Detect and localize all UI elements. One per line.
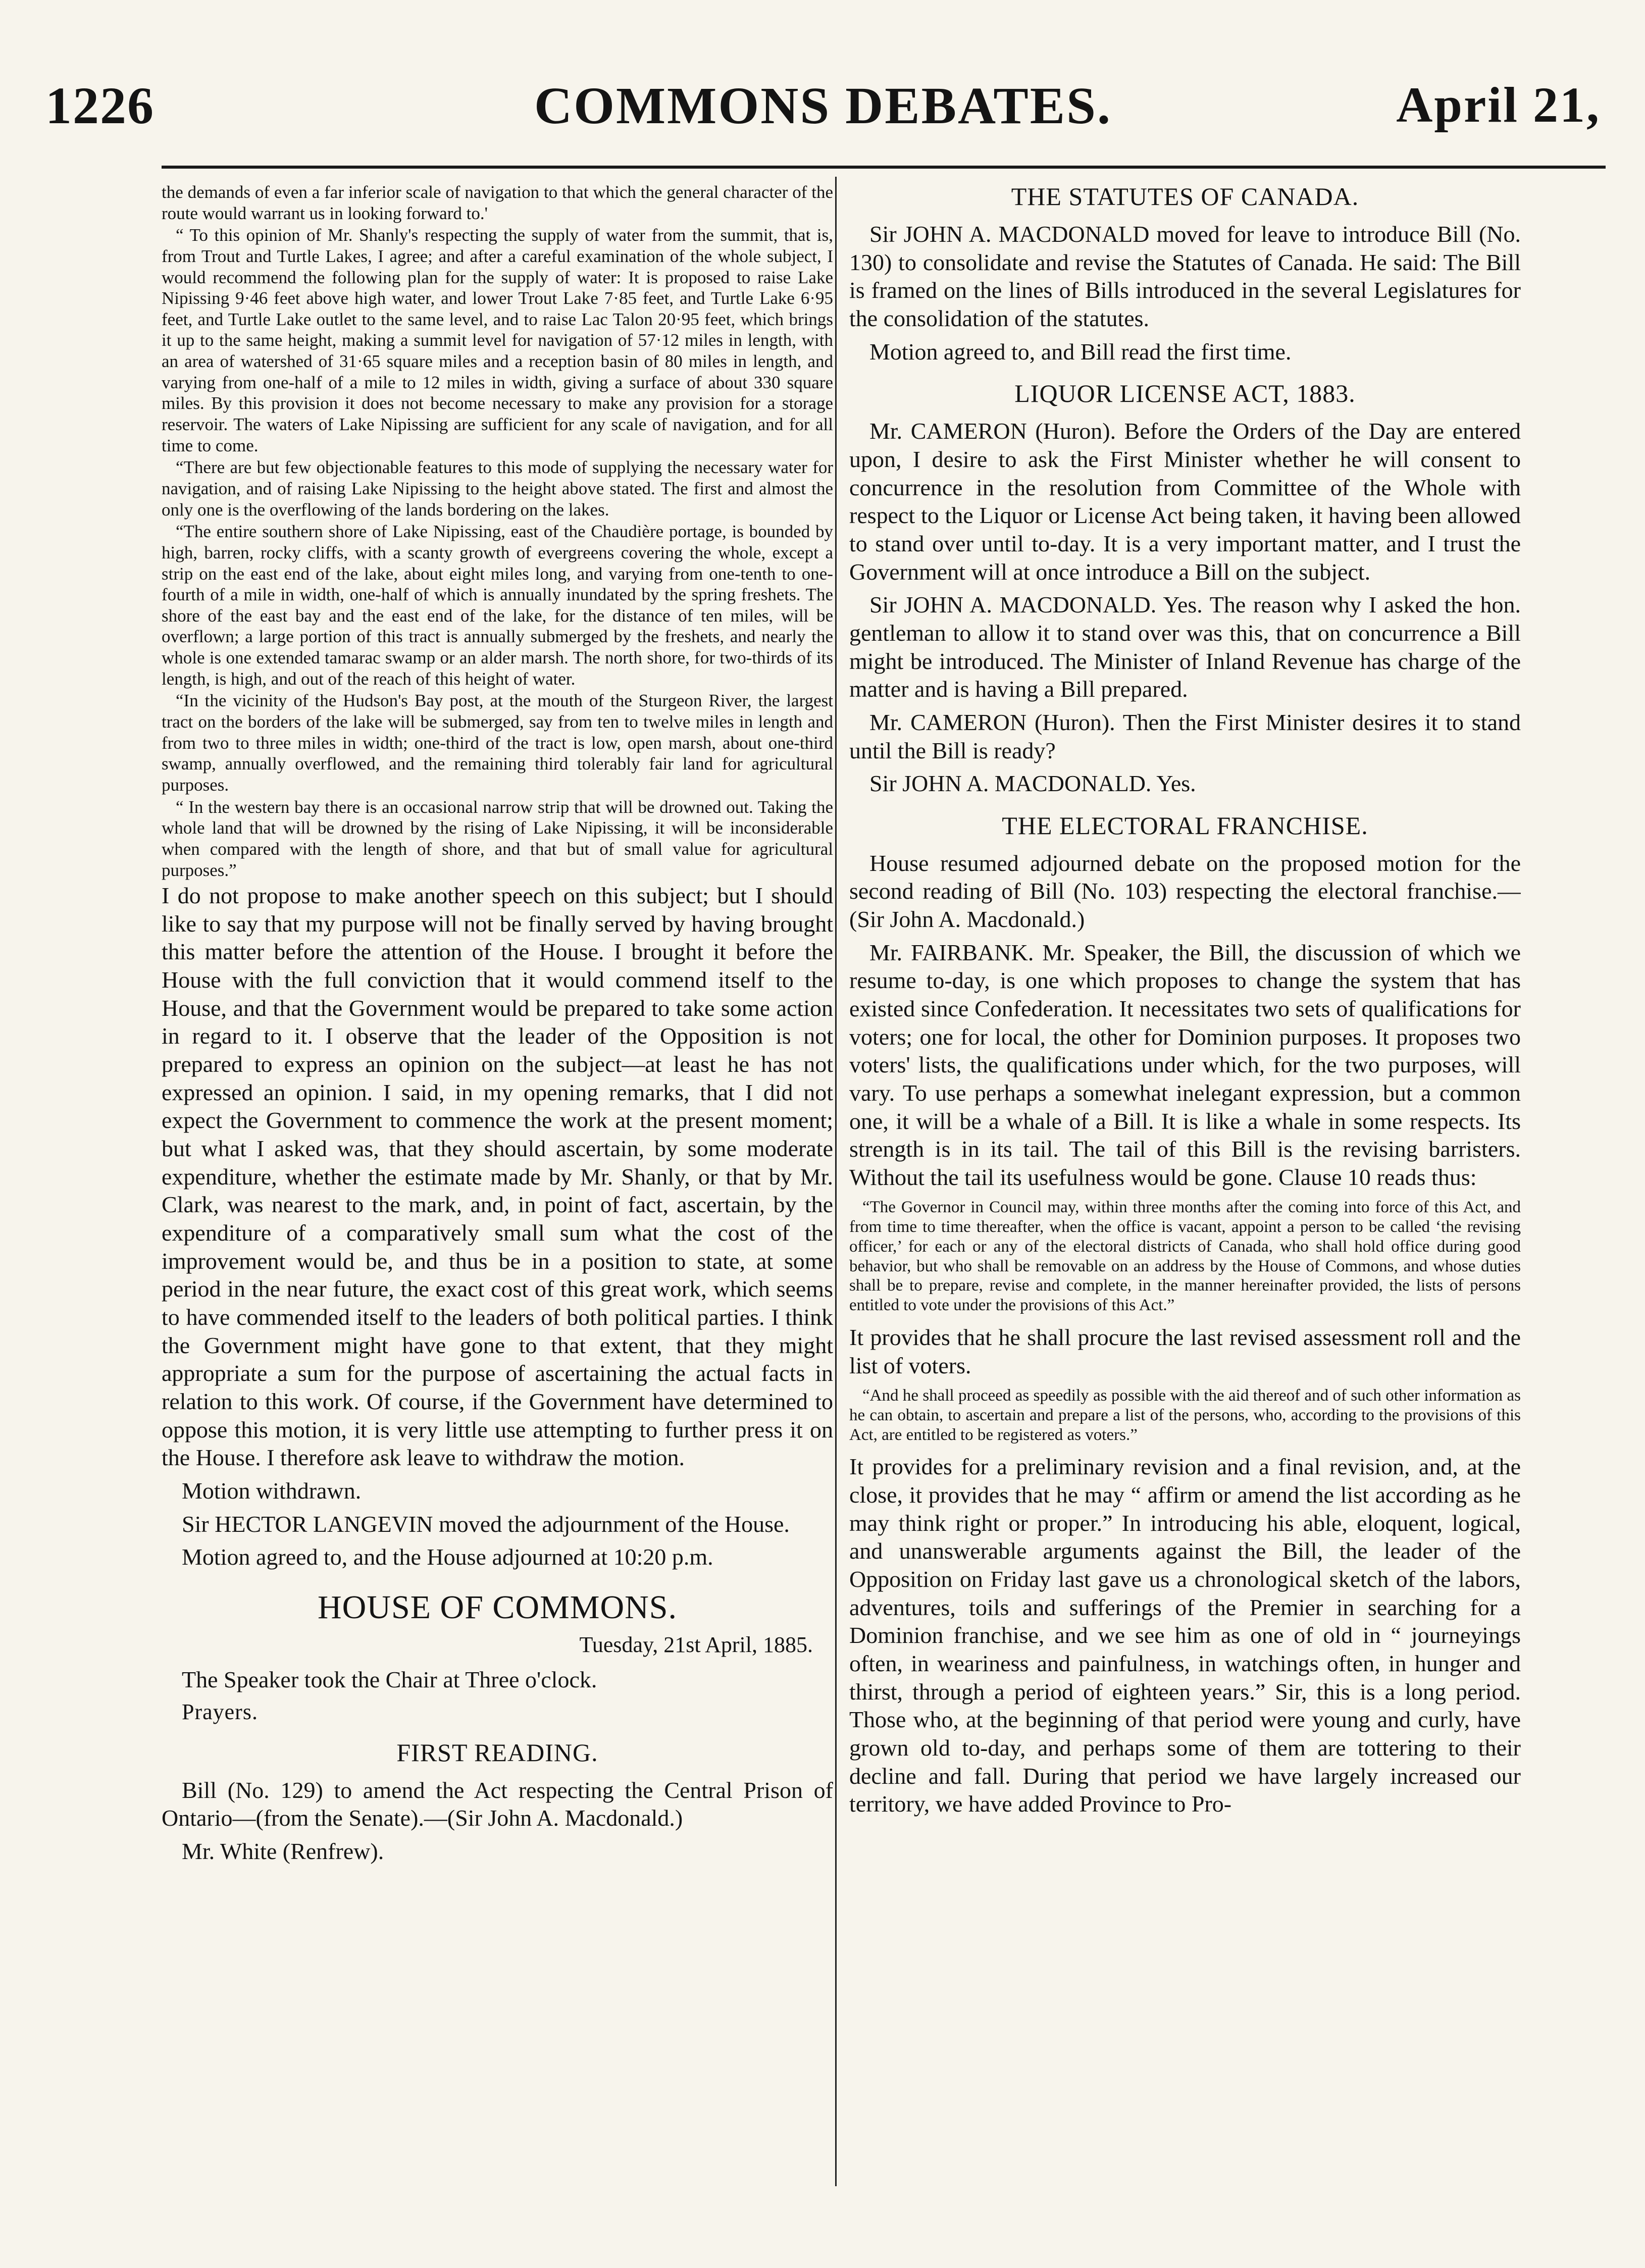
mr-white-line: Mr. White (Renfrew). [182, 1838, 384, 1864]
proceed-quote: “And he shall proceed as speedily as possible with the aid thereof and of such other information as he can obtain, to ascertain and prepare a list of the persons, who, according to the provisions of this Act, are entitled to be registered as voters.” [849, 1386, 1521, 1444]
statutes-paragraph: Sir JOHN A. MACDONALD moved for leave to introduce Bill (No. 130) to consolidate and revise the Statutes of Canada. He said: The Bill is framed on the lines of Bills introduced in the several Legislatures for the consolidation of the statutes. [849, 221, 1521, 331]
running-header [45, 76, 1601, 151]
electoral-intro: House resumed adjourned debate on the proposed motion for the second reading of Bill (No. 103) respecting the electoral franchise.—(Sir John A. Macdonald.) [849, 850, 1521, 933]
quote-paragraph: the demands of even a far inferior scale of navigation to that which the general character of the route would warrant us in looking forward to.' [162, 182, 833, 223]
liquor-license-heading: LIQUOR LICENSE ACT, 1883. [1014, 379, 1356, 408]
statutes-heading: THE STATUTES OF CANADA. [1011, 182, 1359, 211]
electoral-franchise-heading: THE ELECTORAL FRANCHISE. [1002, 811, 1368, 840]
house-of-commons-heading: HOUSE OF COMMONS. [318, 1588, 677, 1626]
adjourned-line: Motion agreed to, and the House adjourned at 10:20 p.m. [182, 1544, 713, 1570]
clause-10-quote: “The Governor in Council may, within three months after the coming into force of this Act, and from time to time thereafter, when the office is vacant, appoint a person to be called ‘the revising officer,’ for each or any of the electoral districts of Canada, who shall hold office during good behavior, but who shall be removable on an address by the House of Commons, and whose duties shall be to prepare, revise and complete, in the manner hereinafter provided, the lists of persons entitled to vote under the provisions of this Act.” [849, 1198, 1521, 1315]
provides-paragraph: It provides that he shall procure the last revised assessment roll and the list of voters. [849, 1324, 1521, 1378]
running-title: COMMONS DEBATES. [534, 77, 1112, 135]
quote-paragraph: “In the vicinity of the Hudson's Bay post, at the mouth of the Sturgeon River, the largest tract on the borders of the lake will be submerged, say from ten to twelve miles in length and from two to three miles in width; one-third of the tract is low, open marsh, about one-third swamp, annually overflowed, and the remaining third tolerably fair land for agricultural purposes. [162, 691, 833, 795]
speaker-line: The Speaker took the Chair at Three o'clock. [182, 1666, 597, 1692]
quote-paragraph: “ To this opinion of Mr. Shanly's respecting the supply of water from the summit, that is, from Trout and Turtle Lakes, I agree; and after a careful examination of the whole subject, I would recommend the following plan for the supply of water: It is proposed to raise Lake Nipissing 9·46 feet above high water, and lower Trout Lake 7·85 feet, and Turtle Lake 6·95 feet, and Turtle Lake outlet to the same level, and to raise Lac Talon 20·95 feet, which brings it up to the same height, making a summit level for navigation of 57·12 miles in length, with an area of watershed of 31·65 square miles and a reception basin of 80 miles in length, and varying from one-half of a mile to 12 miles in width, giving a surface of about 330 square miles. By this provision it does not become necessary to make any provision for a storage reservoir. The waters of Lake Nipissing are sufficient for any scale of navigation, and for all time to come. [162, 225, 833, 455]
quote-paragraph: “ In the western bay there is an occasional narrow strip that will be drowned out. Taking the whole land that will be drowned by the rising of Lake Nipissing, it will be inconsiderable when compared with the length of shore, and that but of small value for agricultural purposes.” [162, 797, 833, 880]
macdonald-yes: Sir JOHN A. MACDONALD. Yes. [869, 770, 1196, 797]
right-column [849, 182, 1521, 2242]
speech-paragraph: I do not propose to make another speech on this subject; but I should like to say that my purpose will not be finally served by having brought this matter before the attention of the House. I brought it before the House with the full conviction that it would commend itself to the House, and that the Government would be prepared to take some action in regard to it. I observe that the leader of the Opposition is not prepared to express an opinion on the subject—at least he has not expressed an opinion. I said, in my opening remarks, that I did not expect the Government to commence the work at the present moment; but what I asked was, that they should ascertain, by some moderate expenditure, whether the estimate made by Mr. Shanly, or that by Mr. Clark, was nearest to the mark, and, in point of fact, ascertain, by the expenditure of a comparatively small sum what the cost of the improvement would be, and thus be in a position to state, at some period in the near future, the exact cost of this great work, which seems to have commended itself to the leaders of both political parties. I think the Government might have gone to that extent, that they might appropriate a sum for the purpose of ascertaining the actual facts in relation to this work. Of course, if the Government have determined to oppose this motion, it is very little use attempting to further press it on the House. I therefore ask leave to withdraw the motion. [162, 883, 833, 1471]
left-column [162, 182, 833, 2242]
macdonald-reply: Sir JOHN A. MACDONALD. Yes. The reason why I asked the hon. gentleman to allow it to stand over was this, that on concurrence a Bill might be introduced. The Minister of Inland Revenue has charge of the matter and is having a Bill prepared. [849, 592, 1521, 702]
adjournment-motion: Sir HECTOR LANGEVIN moved the adjournment of the House. [182, 1511, 790, 1537]
column-divider [835, 177, 837, 2186]
first-reading-heading: FIRST READING. [396, 1738, 598, 1767]
statutes-agreed: Motion agreed to, and Bill read the first time. [869, 338, 1292, 365]
provides-paragraph-2: It provides for a preliminary revision and a final revision, and, at the close, it provides that he may “ affirm or amend the list according as he may think right or proper.” In introducing his able, eloquent, logical, and unanswerable arguments against the Bill, the leader of the Opposition on Friday last gave us a chronological sketch of the labors, adventures, toils and sufferings of the Premier in searching for a Dominion franchise, and we see him as one of old in “ journeyings often, in weariness and painfulness, in watchings often, in hunger and thirst, through a period of eighteen years.” Sir, this is a long period. Those who, at the beginning of that period were young and curly, have grown old to-day, and perhaps some of them are tottering to their decline and fall. During that period we have largely increased our territory, we have added Province to Pro- [849, 1454, 1521, 1817]
fairbank-speech: Mr. FAIRBANK. Mr. Speaker, the Bill, the discussion of which we resume to-day, is one which proposes to change the system that has existed since Confederation. It necessitates two sets of qualifications for voters; one for local, the other for Dominion purposes. It proposes two voters' lists, the qualifications under which, for the two purposes, will vary. To use perhaps a somewhat inelegant expression, but a common one, it will be a whale of a Bill. It is like a whale in some respects. Its strength is in its tail. The tail of this Bill is the revising barristers. Without the tail its usefulness would be gone. Clause 10 reads thus: [849, 939, 1521, 1191]
cameron-question: Mr. CAMERON (Huron). Before the Orders of the Day are entered upon, I desire to ask the First Minister whether he will consent to concurrence in the resolution from Committee of the Whole with respect to the Liquor or License Act being taken, it having been allowed to stand over until to-day. It is a very important matter, and I trust the Government will at once introduce a Bill on the subject. [849, 418, 1521, 585]
quote-paragraph: “The entire southern shore of Lake Nipissing, east of the Chaudière portage, is bounded by high, barren, rocky cliffs, with a scanty growth of evergreens covering the whole, except a strip on the east end of the lake, about eight miles long, and varying from one-tenth to one-fourth of a mile in width, one-half of which is annually inundated by the spring freshets. The shore of the east bay and the east end of the lake, for the distance of ten miles, will be overflown; a large portion of this tract is annually submerged by the freshets, and nearly the whole is one extended tamarac swamp or an alder marsh. The north shore, for two-thirds of its length, is high, and out of the reach of this height of water. [162, 522, 833, 689]
header-rule [162, 166, 1606, 169]
page-number: 1226 [45, 77, 155, 135]
prayers-line: Prayers. [182, 1699, 258, 1724]
sitting-dateline: Tuesday, 21st April, 1885. [579, 1632, 813, 1657]
bill-129-paragraph: Bill (No. 129) to amend the Act respecting the Central Prison of Ontario—(from the Senate).—(Sir John A. Macdonald.) [162, 1777, 833, 1831]
running-date: April 21, [1396, 77, 1601, 133]
quote-paragraph: “There are but few objectionable features to this mode of supplying the necessary water for navigation, and of raising Lake Nipissing to the height above stated. The first and almost the only one is the overflowing of the lands bordering on the lakes. [162, 457, 833, 520]
motion-withdrawn: Motion withdrawn. [182, 1477, 362, 1504]
cameron-followup: Mr. CAMERON (Huron). Then the First Minister desires it to stand until the Bill is ready? [849, 709, 1521, 763]
